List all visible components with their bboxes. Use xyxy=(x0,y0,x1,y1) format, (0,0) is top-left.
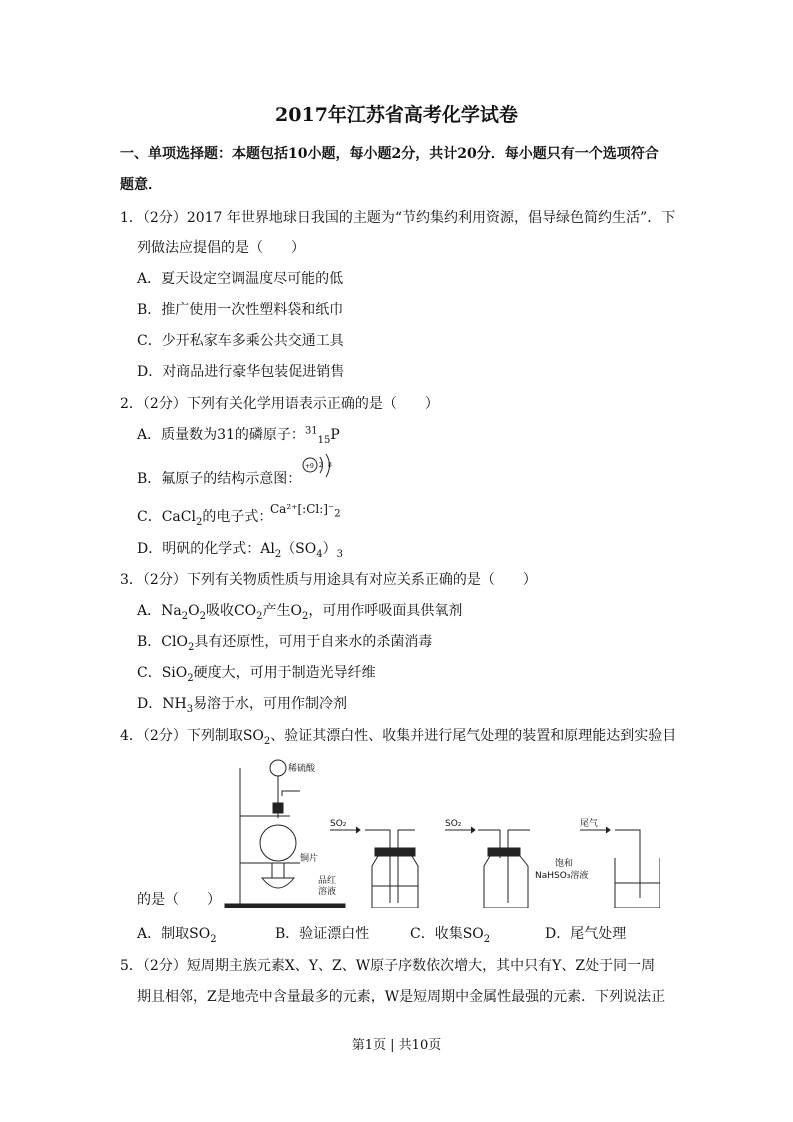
t: B．ClO xyxy=(137,634,188,650)
t: D．NH xyxy=(137,696,187,712)
t: C．SiO xyxy=(137,665,188,681)
section-heading: 一、单项选择题：本题包括10小题，每小题2分，共计20分．每小题只有一个选项符合 xyxy=(120,146,659,162)
subscript: 2 xyxy=(302,610,309,622)
option-text: A．质量数为31的磷原子： xyxy=(137,427,305,443)
label-solution: 溶液 xyxy=(318,887,337,897)
apparatus-d xyxy=(535,817,660,908)
q1-stem-cont: 列做法应提倡的是（ ） xyxy=(137,240,305,256)
q4-option-a xyxy=(137,925,217,943)
q2-stem: 2．（2分）下列有关化学用语表示正确的是（ ） xyxy=(120,396,439,412)
apparatus-c xyxy=(445,819,530,908)
t: 、验证其漂白性、收集并进行尾气处理的装置和原理能达到实验目 xyxy=(270,728,677,744)
mass-number: 31 xyxy=(304,425,318,437)
option-text: ） xyxy=(322,541,337,557)
q3-option-d xyxy=(137,695,347,713)
nucleus-charge: +9 xyxy=(305,463,314,470)
page-title: 2017年江苏省高考化学试卷 xyxy=(275,104,518,126)
shell-electrons-2: 8 xyxy=(328,462,332,469)
q4-apparatus-figure xyxy=(200,758,660,908)
subscript: 2 xyxy=(256,610,263,622)
option-text: C．CaCl xyxy=(137,509,196,525)
label-copper-sheet: 铜片 xyxy=(300,854,319,864)
t: A．Na xyxy=(137,603,182,619)
option-text: B．氟原子的结构示意图： xyxy=(137,471,302,487)
q1-option-d: D．对商品进行豪华包装促进销售 xyxy=(137,364,345,380)
t: C．收集SO xyxy=(410,926,484,942)
q4-stem-cont: 的是（ ） xyxy=(137,892,221,908)
q3-option-a xyxy=(137,602,462,620)
option-text: 的电子式： xyxy=(202,509,273,525)
subscript: 2 xyxy=(483,933,491,945)
shell-electrons-1: 2 xyxy=(319,462,323,469)
subscript: 2 xyxy=(181,610,189,622)
atomic-number: 15 xyxy=(317,434,331,446)
subscript: 2 xyxy=(334,508,341,520)
q3-stem: 3．（2分）下列有关物质性质与用途具有对应关系正确的是（ ） xyxy=(120,572,537,588)
t: 硬度大，可用于制造光导纤维 xyxy=(193,665,376,681)
subscript: 4 xyxy=(316,548,323,560)
q2-option-b xyxy=(137,470,301,488)
option-text: D．明矾的化学式：Al xyxy=(137,541,275,557)
q5-stem: 5．（2分）短周期主族元素X、Y、Z、W原子序数依次增大，其中只有Y、Z处于同一周 xyxy=(120,958,656,974)
t: O xyxy=(188,603,200,619)
q5-stem-cont: 期且相邻，Z是地壳中含量最多的元素，W是短周期中金属性最强的元素．下列说法正 xyxy=(137,989,666,1005)
label-so2: SO₂ xyxy=(445,819,462,829)
fluorine-atom-diagram xyxy=(300,452,340,482)
q2-option-c xyxy=(137,508,272,526)
option-text: （SO xyxy=(281,541,317,557)
t: 产生O xyxy=(262,603,303,619)
cacl2-electron-formula xyxy=(270,500,341,518)
t: ，可用作呼吸面具供氧剂 xyxy=(308,603,463,619)
subscript: 2 xyxy=(187,641,195,653)
q2-option-a xyxy=(137,426,340,444)
q4-option-c xyxy=(410,925,490,943)
q4-stem xyxy=(120,727,676,745)
q4-option-d: D．尾气处理 xyxy=(545,926,627,942)
label-so2: SO₂ xyxy=(330,819,347,829)
page-footer: 第1页 | 共10页 xyxy=(351,1038,442,1053)
subscript: 2 xyxy=(274,548,282,560)
q1-stem: 1．（2分）2017 年世界地球日我国的主题为“节约集约利用资源，倡导绿色简约生活”．下 xyxy=(120,210,676,226)
q2-option-d xyxy=(137,540,343,558)
subscript: 2 xyxy=(195,516,203,528)
label-magenta: 品红 xyxy=(318,876,337,886)
q3-option-c xyxy=(137,664,376,682)
t: 易溶于水，可用作制冷剂 xyxy=(193,696,348,712)
t: A．制取SO xyxy=(137,926,211,942)
q1-option-a: A．夏天设定空调温度尽可能的低 xyxy=(137,271,344,287)
q3-option-b xyxy=(137,633,432,651)
q1-option-b: B．推广使用一次性塑料袋和纸巾 xyxy=(137,302,344,318)
subscript: 3 xyxy=(186,703,194,715)
label-saturated: 饱和 xyxy=(555,859,574,869)
subscript: 2 xyxy=(210,933,217,945)
section-heading-cont: 题意． xyxy=(120,177,162,193)
formula: Ca²⁺[:Cl:]⁻ xyxy=(270,502,335,516)
t: 具有还原性，可用于自来水的杀菌消毒 xyxy=(194,634,433,650)
apparatus-b xyxy=(318,819,418,908)
subscript: 2 xyxy=(199,610,206,622)
t: 4．（2分）下列制取SO xyxy=(120,728,264,744)
q1-option-c: C．少开私家车多乘公共交通工具 xyxy=(137,333,344,349)
t: 吸收CO xyxy=(205,603,257,619)
element-symbol: P xyxy=(330,427,340,443)
label-tail-gas: 尾气 xyxy=(580,819,599,829)
q4-option-b: B．验证漂白性 xyxy=(275,926,370,942)
subscript: 2 xyxy=(187,672,194,684)
label-nahso3-solution: NaHSO₃溶液 xyxy=(535,871,589,881)
subscript: 2 xyxy=(263,735,271,747)
label-dilute-sulfuric-acid: 稀硫酸 xyxy=(288,764,316,774)
subscript: 3 xyxy=(336,548,344,560)
